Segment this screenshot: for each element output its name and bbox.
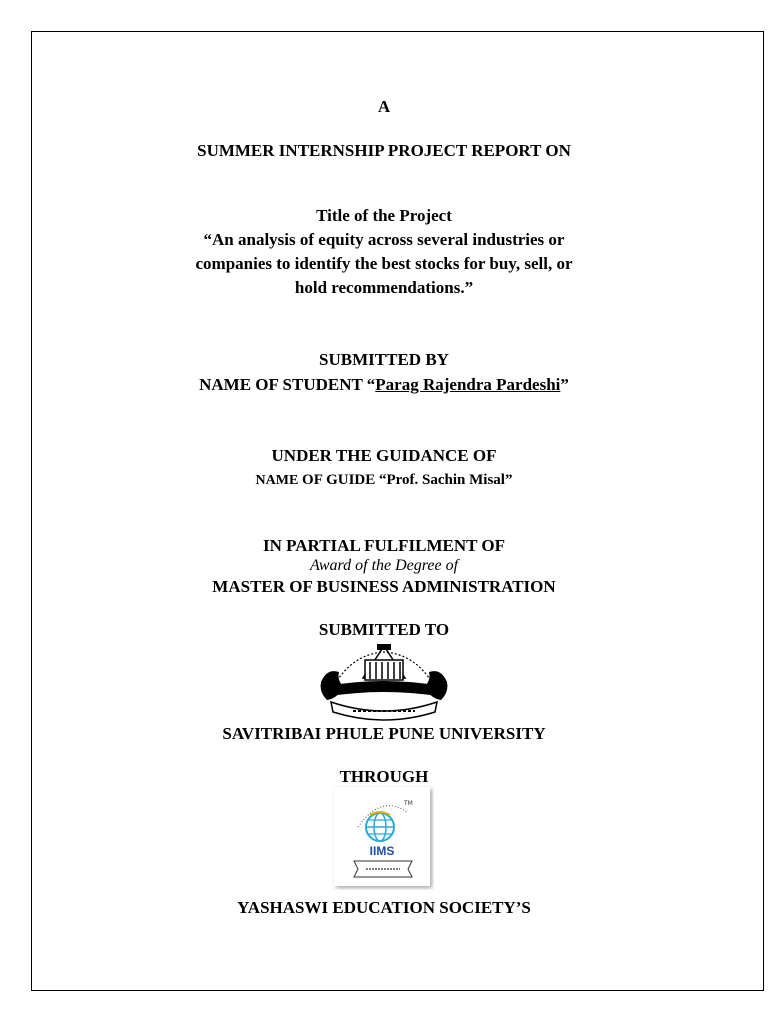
- student-label: NAME OF STUDENT “: [199, 375, 376, 394]
- submitted-to-label: SUBMITTED TO: [318, 620, 450, 639]
- letter-a: A: [377, 97, 391, 116]
- society-name: YASHASWI EDUCATION SOCIETY’S: [237, 898, 531, 917]
- project-title-label: Title of the Project: [316, 206, 452, 225]
- guidance-label: UNDER THE GUIDANCE OF: [271, 446, 497, 465]
- iims-logo-icon: [332, 785, 434, 890]
- university-name: SAVITRIBAI PHULE PUNE UNIVERSITY: [222, 724, 546, 743]
- report-heading: SUMMER INTERNSHIP PROJECT REPORT ON: [197, 141, 571, 160]
- submitted-by-label: SUBMITTED BY: [319, 350, 449, 369]
- svg-text:IIMS: IIMS: [369, 844, 395, 858]
- project-title-line-3: hold recommendations.”: [294, 278, 474, 297]
- university-emblem-icon: [313, 640, 455, 722]
- through-label: THROUGH: [339, 767, 429, 786]
- degree: MASTER OF BUSINESS ADMINISTRATION: [212, 577, 556, 596]
- student-line: [0, 375, 768, 395]
- project-title-line-1: “An analysis of equity across several industries or: [203, 230, 565, 249]
- svg-text:TM: TM: [404, 800, 413, 807]
- student-name: Parag Rajendra Pardeshi: [375, 375, 561, 394]
- guide-line: [0, 470, 768, 491]
- award-text: Award of the Degree of: [309, 557, 459, 574]
- project-title-line-2: companies to identify the best stocks for buy, sell, or: [195, 254, 573, 273]
- fulfilment-label: IN PARTIAL FULFILMENT OF: [263, 536, 505, 555]
- guide-prefix: NAME: [255, 473, 299, 488]
- student-close: ”: [560, 375, 569, 394]
- project-title-block: [0, 204, 768, 300]
- guide-rest: OF GUIDE “Prof. Sachin Misal”: [298, 472, 513, 488]
